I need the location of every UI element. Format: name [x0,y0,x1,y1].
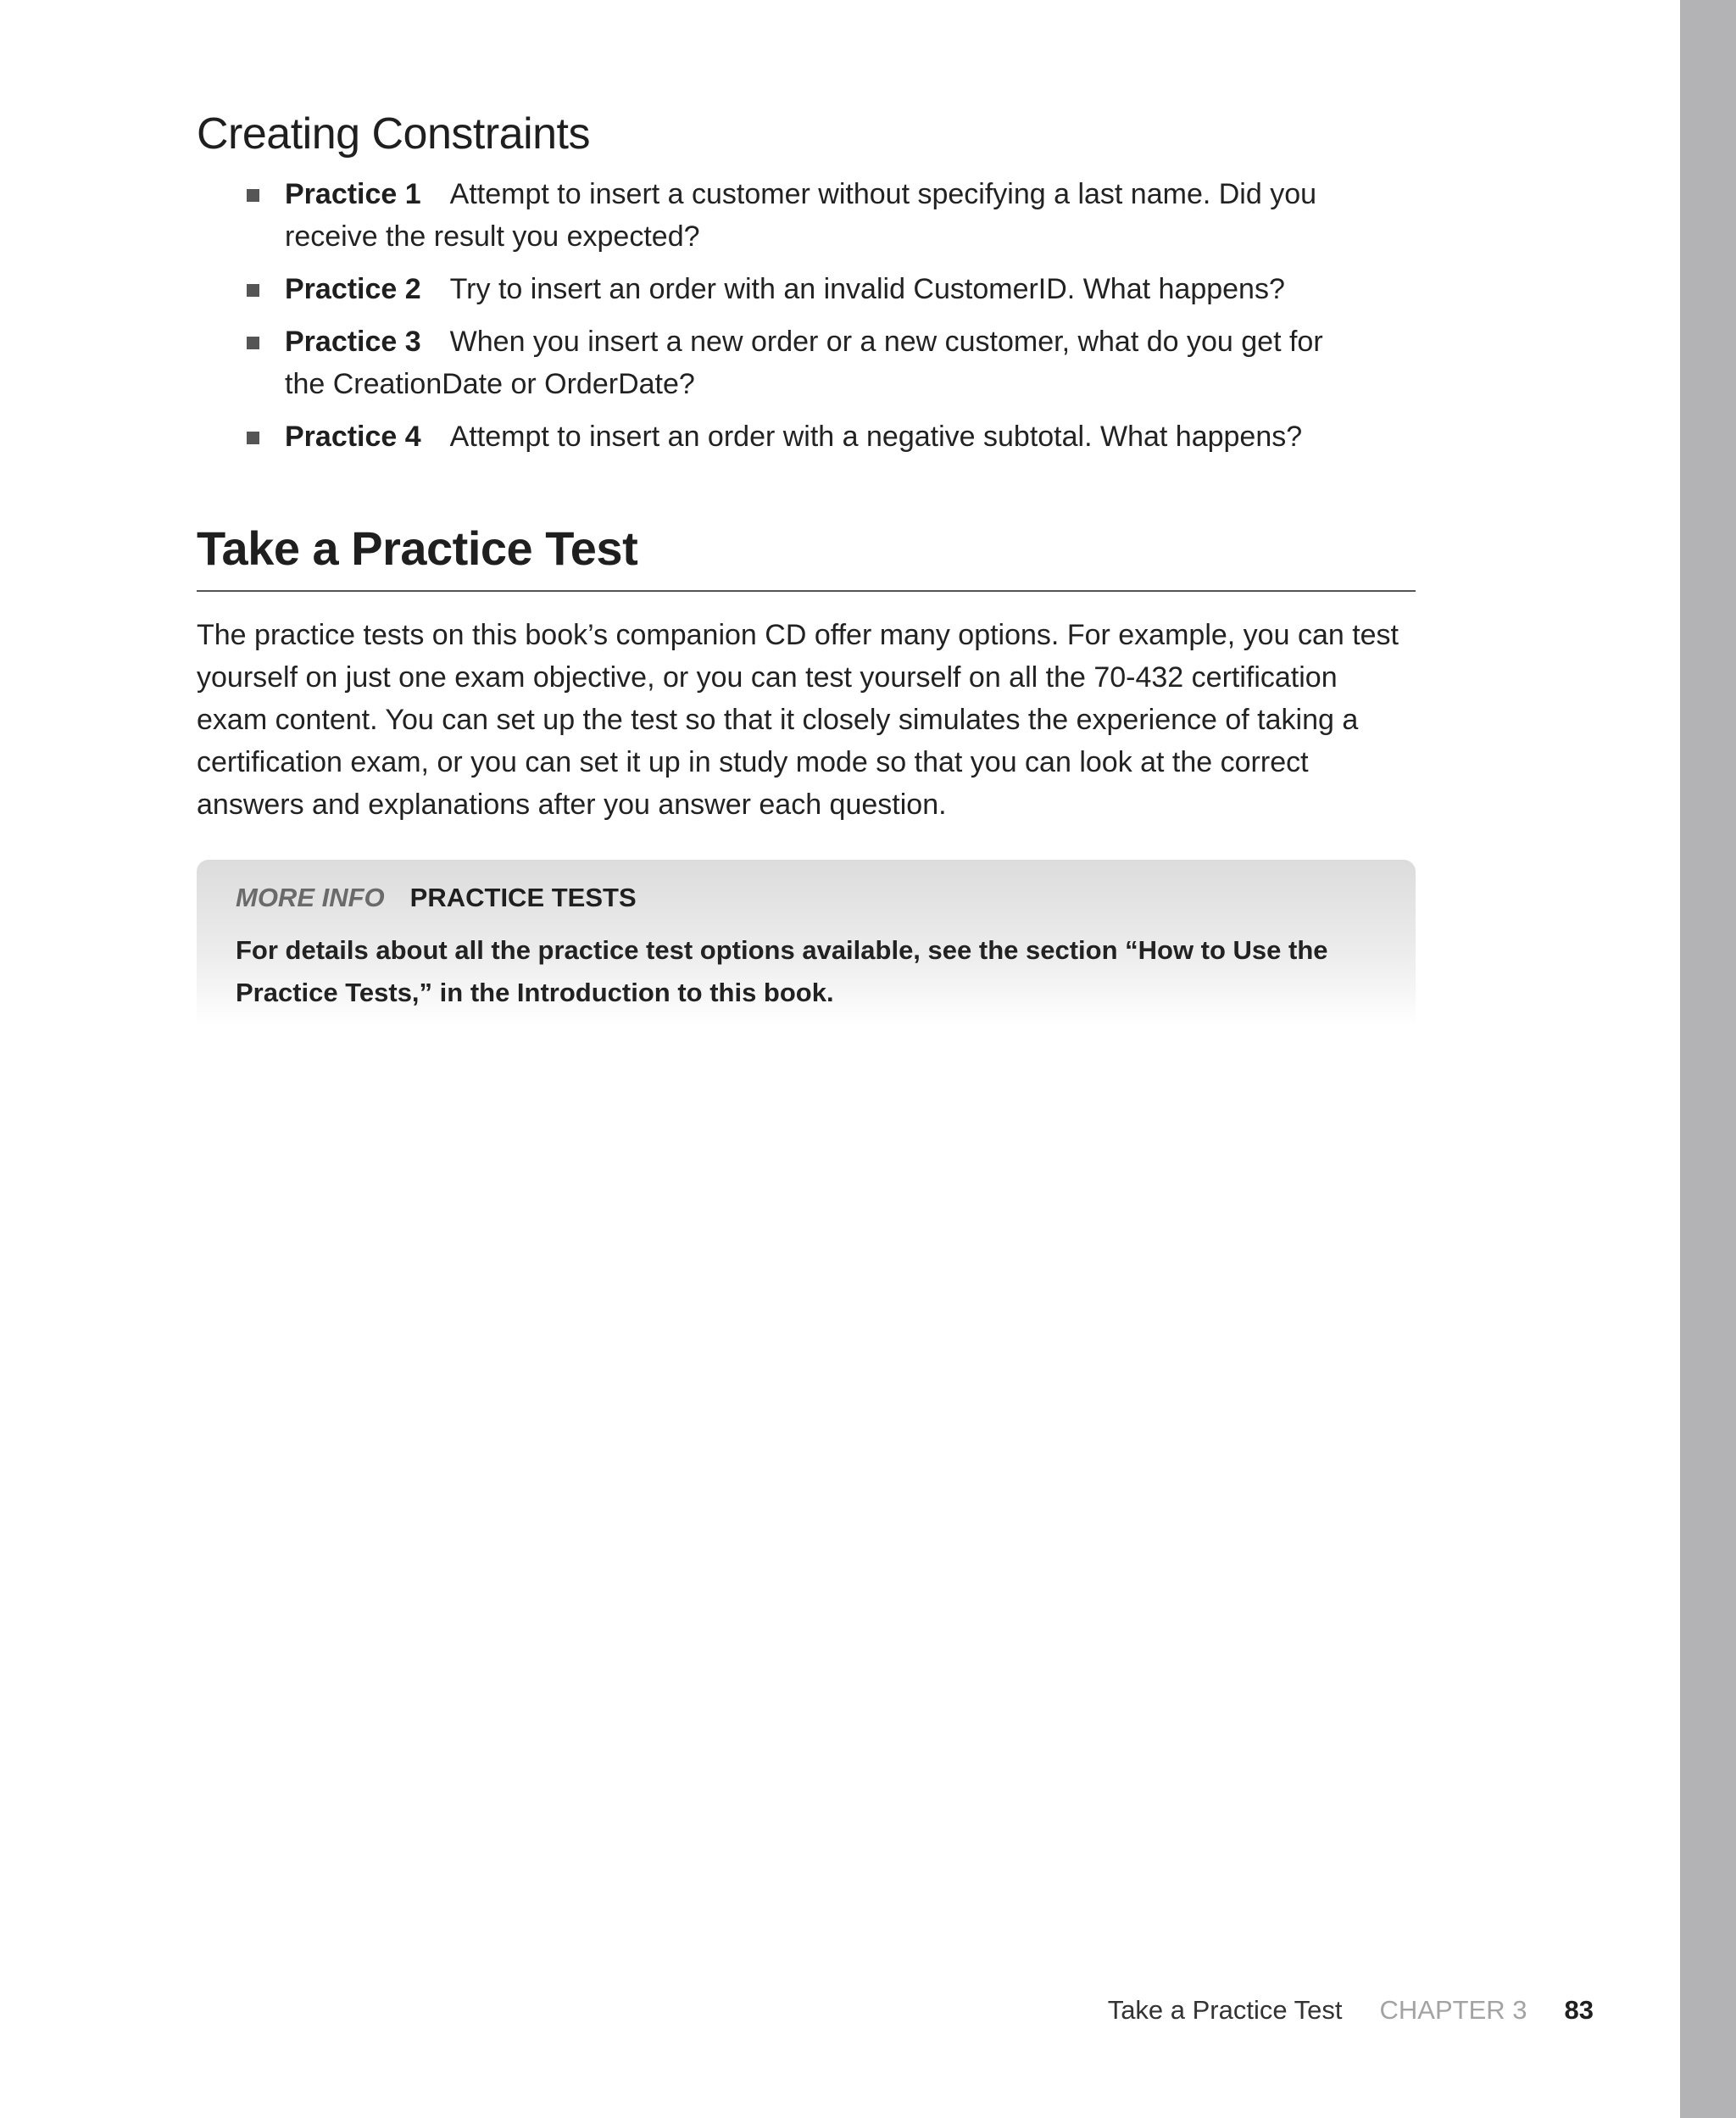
practice-text: Attempt to insert a customer without specifying a last name. Did you receive the result you expected? [285,178,1317,253]
square-bullet-icon [247,432,259,444]
practice-text: Try to insert an order with an invalid CustomerID. What happens? [449,273,1285,305]
footer-section-title: Take a Practice Test [1107,1995,1343,2025]
take-practice-test-heading: Take a Practice Test [197,521,638,575]
practice-label: Practice 2 [285,273,421,305]
practice-test-paragraph: The practice tests on this book’s companion CD offer many options. For example, you can test yourself on just one exam objective, or you can test yourself on all the 70-432 certification exam content. You can set up the test so that it closely simulates the experience of taking a certification exam, or you can set it up in study mode so that you can look at the correct answers and explanations after you answer each question. [197,619,1399,821]
practice-item-3 [197,320,1353,405]
square-bullet-icon [247,284,259,297]
more-info-label: MORE INFO [236,883,385,912]
practice-label: Practice 4 [285,421,421,453]
practice-label: Practice 1 [285,178,421,210]
practice-text: Attempt to insert an order with a negative subtotal. What happens? [449,421,1303,453]
square-bullet-icon [247,189,259,202]
practice-item-4 [197,415,1353,458]
practice-item-2 [197,268,1353,310]
more-info-title: PRACTICE TESTS [409,883,637,912]
practice-item-1 [197,173,1353,258]
creating-constraints-heading: Creating Constraints [197,109,590,159]
take-practice-test-section [197,517,1416,592]
practice-label: Practice 3 [285,326,421,358]
page-edge-band [1680,0,1736,2118]
more-info-box [197,860,1416,1026]
footer-chapter: CHAPTER 3 [1379,1995,1527,2025]
practice-list [197,173,1416,468]
more-info-header [236,878,637,917]
page-number: 83 [1564,1995,1594,2025]
square-bullet-icon [247,337,259,349]
more-info-text: For details about all the practice test options available, see the section “How to Use the Practice Tests,” in the Introduction to this book. [236,935,1328,1007]
page-footer [1017,1989,1594,2032]
practice-text: When you insert a new order or a new customer, what do you get for the CreationDate or OrderDate? [285,326,1323,400]
